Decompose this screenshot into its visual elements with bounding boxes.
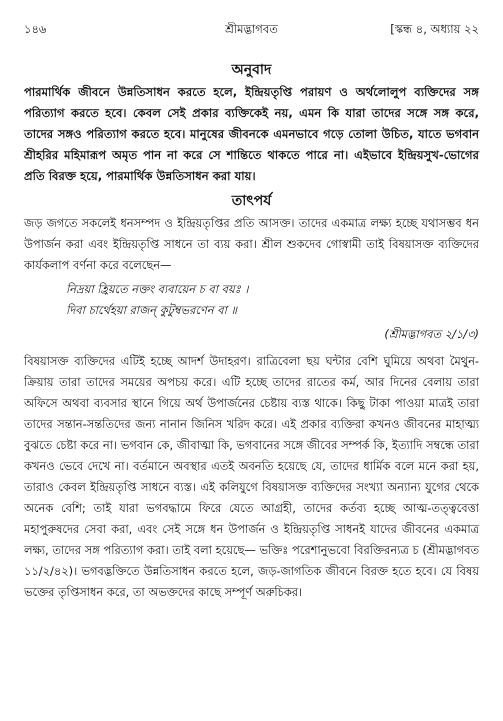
- page-number: ১৪৬: [24, 22, 47, 36]
- book-title: শ্রীমদ্ভাগবত: [225, 22, 278, 36]
- purport-paragraph-1: জড় জগতে সকলেই ধনসম্পদ ও ইন্দ্রিয়তৃপ্তির প্রতি আসক্ত। তাদের একমাত্র লক্ষ্য হচ্ছে যথাসম্ভব ধন উপার্জন করা এবং ইন্দ্রিয়তৃপ্তি সাধনে তা ব্যয় করা। শ্রীল শুকদেব গোস্বামী তাই বিষয়াসক্ত ব্যক্তিদের কার্যকলাপ বর্ণনা করে বলেছেন—: [24, 216, 479, 272]
- purport-paragraph-2: বিষয়াসক্ত ব্যক্তিদের এটিই হচ্ছে আদর্শ উদাহরণ। রাত্রিবেলা ছয় ঘন্টার বেশি ঘুমিয়ে অথবা মৈথুন-ক্রিয়ায় তারা তাদের সময়ের অপচয় করে। এটি হচ্ছে তাদের রাতের কর্ম, আর দিনের বেলায় তারা অফিসে অথবা ব্যবসার স্থানে গিয়ে অর্থ উপার্জনের চেষ্টায় ব্যস্ত থাকে। কিছু টাকা পাওয়া মাত্রই তারা তাদের সন্তান-সন্ততিদের জন্য নানান জিনিস খরিদ করে। এই প্রকার ব্যক্তিরা কখনও জীবনের মাহাত্ম্য বুঝতে চেষ্টা করে না। ভগবান কে, জীবাত্মা কি, ভগবানের সঙ্গে জীবের সম্পর্ক কি, ইত্যাদি সম্বন্ধে তারা কখনও ভেবে দেখে না। বর্তমানে অবস্থার এতই অবনতি হয়েছে যে, তাদের ধার্মিক বলে মনে করা হয়, তারাও কেবল ইন্দ্রিয়তৃপ্তি সাধনে ব্যস্ত। এই কলিযুগে বিষয়াসক্ত ব্যক্তিদের সংখ্যা অন্যান্য যুগের থেকে অনেক বেশি; তাই যারা ভগবদ্ধামে ফিরে যেতে আগ্রহী, তাদের কর্তব্য হচ্ছে আত্ম-তত্ত্ববেত্তা মহাপুরুষদের সেবা করা, এবং সেই সঙ্গে ধন উপার্জন ও ইন্দ্রিয়তৃপ্তি সাধনই যাদের জীবনের একমাত্র লক্ষ্য, তাদের সঙ্গ পরিত্যাগ করা। তাই বলা হয়েছে— ভক্তিঃ পরেশানুভবো বিরক্তিরন্যত্র চ (শ্রীমদ্ভাগবত ১১/২/৪২)। ভগবদ্ভক্তিতে উন্নতিসাধন করতে হলে, জড়-জাগতিক জীবনে বিরক্ত হতে হবে। যে বিষয় ভক্তের তৃপ্তিসাধন করে, তা অভক্তদের কাছে সম্পূর্ণ অরুচিকর।: [24, 354, 479, 599]
- chapter-reference: [স্কন্ধ ৪, অধ্যায় ২২: [390, 22, 479, 36]
- verse-line-1: নিদ্রয়া হ্রিয়তে নক্তং ব্যবায়েন চ বা বয়ঃ ।: [66, 282, 249, 296]
- verse-line-2: দিবা চার্থেহয়া রাজন্ কুটুম্বভরণেন বা ॥: [66, 303, 237, 317]
- running-header: [24, 20, 479, 38]
- verse-reference: (শ্রীমদ্ভাগবত ২/১/৩): [384, 327, 479, 341]
- translation-heading: অনুবাদ: [231, 62, 272, 78]
- book-page: [24, 20, 479, 603]
- translation-text: পারমার্থিক জীবনে উন্নতিসাধন করতে হলে, ইন্দ্রিয়তৃপ্তি পরায়ণ ও অর্থলোলুপ ব্যক্তিদের সঙ্গ পরিত্যাগ করতে হবে। কেবল সেই প্রকার ব্যক্তিকেই নয়, এমন কি যারা তাদের সঙ্গে সঙ্গ করে, তাদের সঙ্গও পরিত্যাগ করতে হবে। মানুষের জীবনকে এমনভাবে গড়ে তোলা উচিত, যাতে ভগবান শ্রীহরির মহিমারূপ অমৃত পান না করে সে শান্তিতে থাকতে পারে না। এইভাবে ইন্দ্রিয়সুখ-ভোগের প্রতি বিরক্ত হয়ে, পারমার্থিক উন্নতিসাধন করা যায়।: [24, 85, 479, 183]
- sanskrit-verse: [66, 279, 479, 321]
- purport-heading: তাৎপর্য: [231, 193, 272, 209]
